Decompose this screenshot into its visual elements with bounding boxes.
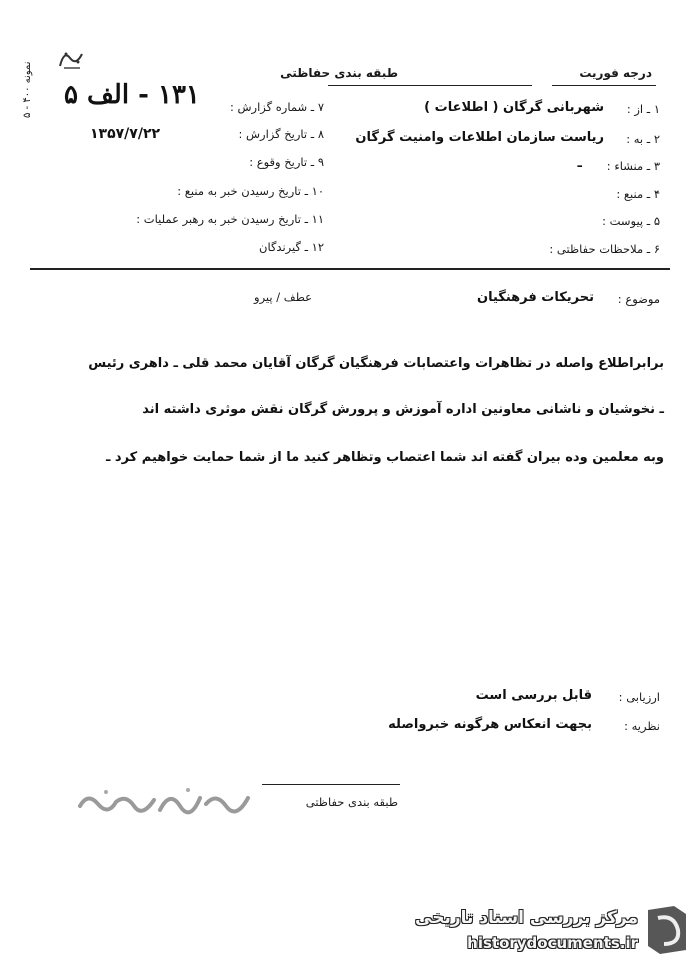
urgency-label: درجه فوریت xyxy=(579,66,652,80)
field-report-date-label: ۸ ـ تاریخ گزارش : xyxy=(238,127,324,141)
header-rule-right xyxy=(552,85,656,86)
field-attachment-label: ۵ ـ پیوست : xyxy=(602,214,660,228)
field-from-label: ۱ ـ از : xyxy=(626,102,660,116)
footer-rule xyxy=(262,784,400,785)
watermark-title: مرکز بررسی اسناد تاریخی xyxy=(415,908,638,928)
header-rule-mid xyxy=(328,85,532,86)
field-to-label: ۲ ـ به : xyxy=(626,132,660,146)
body-line-2: ـ نخوشیان و ناشانی معاونین اداره آموزش و پرورش گرگان نقش موثری داشته اند xyxy=(142,402,664,417)
reference-label: عطف / پیرو xyxy=(254,290,312,304)
signature-scribble xyxy=(76,784,252,818)
field-report-number-label: ۷ ـ شماره گزارش : xyxy=(229,100,324,114)
report-number-handwritten: ۱۳۱ - الف ۵ xyxy=(64,80,200,110)
body-line-1: برابراطلاع واصله در تظاهرات واعتصابات فرهنگیان گرگان آقایان محمد قلی ـ داهری رئیس xyxy=(88,356,664,371)
opinion-value: بجهت انعکاس هرگونه خبرواصله xyxy=(388,717,592,732)
evaluation-value: قابل بررسی است xyxy=(475,688,592,703)
form-number-note: نمونه ۴۰۰ - ۵ xyxy=(22,61,33,118)
watermark-logo-icon xyxy=(644,904,690,956)
opinion-label: نظریه : xyxy=(624,719,660,733)
classification-label: طبقه بندی حفاظتی xyxy=(280,66,398,80)
field-source-label: ۴ ـ منبع : xyxy=(616,187,660,201)
stamp-mark xyxy=(56,46,86,72)
section-divider xyxy=(30,268,670,270)
watermark xyxy=(410,900,690,960)
watermark-url: historydocuments.ir xyxy=(467,934,638,952)
field-operation-leader-date-label: ۱۱ ـ تاریخ رسیدن خبر به رهبر عملیات : xyxy=(136,212,324,226)
field-security-notes-label: ۶ ـ ملاحظات حفاظتی : xyxy=(549,242,660,256)
field-event-date-label: ۹ ـ تاریخ وقوع : xyxy=(249,155,324,169)
field-recipients-label: ۱۲ ـ گیرندگان xyxy=(259,240,324,254)
subject-value: تحریکات فرهنگیان xyxy=(476,290,594,305)
report-date-value: ۱۳۵۷/۷/۲۲ xyxy=(90,126,161,142)
field-to-value: ریاست سازمان اطلاعات وامنیت گرگان xyxy=(355,130,604,145)
field-origin-value: ـ xyxy=(577,156,582,171)
field-origin-label: ۳ ـ منشاء : xyxy=(606,159,660,173)
evaluation-label: ارزیابی : xyxy=(618,690,660,704)
footer-classification-label: طبقه بندی حفاظتی xyxy=(305,795,398,809)
field-source-receipt-date-label: ۱۰ ـ تاریخ رسیدن خبر به منبع : xyxy=(177,184,324,198)
field-from-value: شهربانی گرگان ( اطلاعات ) xyxy=(424,100,604,115)
subject-label: موضوع : xyxy=(617,292,660,306)
body-line-3: وبه معلمین وده بیران گفته اند شما اعتصاب وتظاهر کنید ما از شما حمایت خواهیم کرد ـ xyxy=(105,450,664,465)
